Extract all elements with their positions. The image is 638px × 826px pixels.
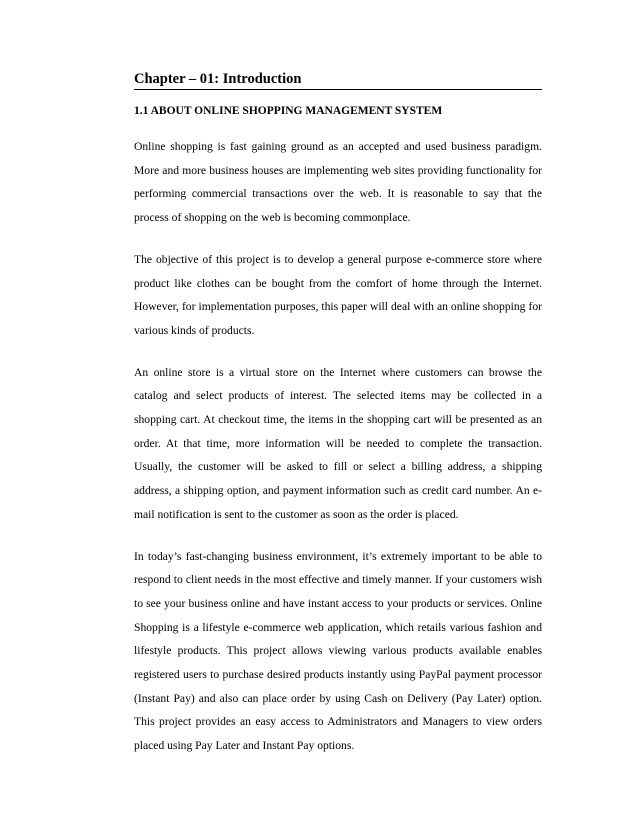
chapter-heading — [134, 70, 542, 90]
paragraph-intro: Online shopping is fast gaining ground as an accepted and used business paradigm. More and more business houses are implementing web sites providing functionality for performing commercial transactions over the web. It is reasonable to say that the process of shopping on the web is becoming commonplace. — [134, 140, 542, 225]
page-content — [134, 70, 542, 758]
paragraph-business-environment: In today’s fast-changing business environment, it’s extremely important to be able to respond to client needs in the most effective and timely manner. If your customers wish to see your business online and have instant access to your products or services. Online Shopping is a lifestyle e-commerce web application, which retails various fashion and lifestyle products. This project allows viewing various products available enables registered users to purchase desired products instantly using PayPal payment processor (Instant Pay) and also can place order by using Cash on Delivery (Pay Later) option. This project provides an easy access to Administrators and Managers to view orders placed using Pay Later and Instant Pay options. — [134, 549, 542, 753]
chapter-prefix: Chapter – 01: — [134, 71, 223, 87]
paragraph-online-store: An online store is a virtual store on the Internet where customers can browse the catalog and select products of interest. The selected items may be collected in a shopping cart. At checkout time, the items in the shopping cart will be presented as an order. At that time, more information will be needed to complete the transaction. Usually, the customer will be asked to fill or select a billing address, a shipping address, a shipping option, and payment information such as credit card number. An e-mail notification is sent to the customer as soon as the order is placed. — [134, 365, 542, 521]
section-heading: 1.1 ABOUT ONLINE SHOPPING MANAGEMENT SYSTEM — [134, 105, 443, 117]
chapter-title: Introduction — [222, 71, 302, 87]
paragraph-objective: The objective of this project is to develop a general purpose e-commerce store where product like clothes can be bought from the comfort of home through the Internet. However, for implementation purposes, this paper will deal with an online shopping for various kinds of products. — [134, 252, 542, 337]
